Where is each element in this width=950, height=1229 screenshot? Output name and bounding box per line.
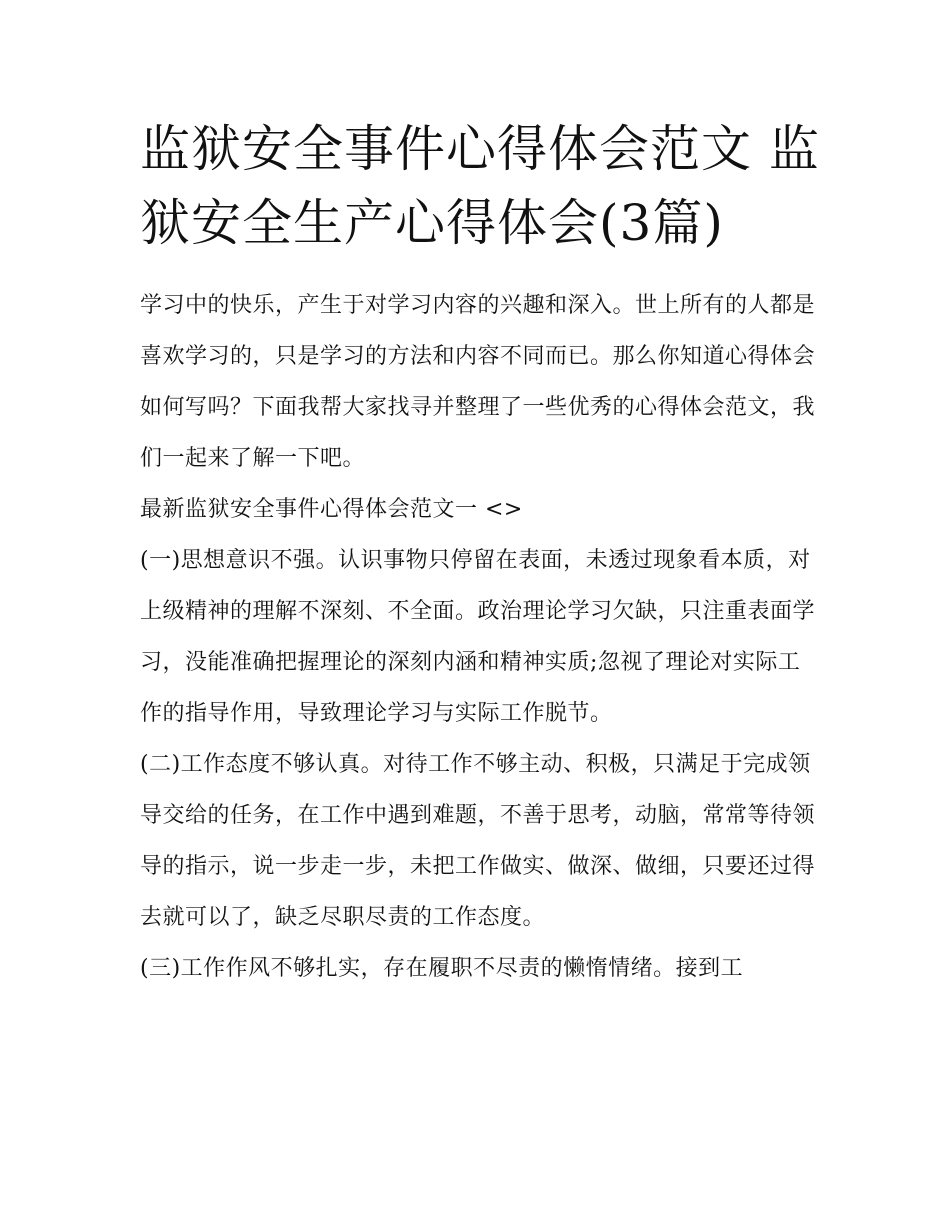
paragraph-1: (一)思想意识不强。认识事物只停留在表面，未透过现象看本质，对上级精神的理解不深刻、不全面。政治理论学习欠缺，只注重表面学习，没能准确把握理论的深刻内涵和精神实质;忽视了理论对实际工作的指导作用，导致理论学习与实际工作脱节。 (140, 548, 816, 726)
intro-paragraph: 学习中的快乐，产生于对学习内容的兴趣和深入。世上所有的人都是喜欢学习的，只是学习的方法和内容不同而已。那么你知道心得体会如何写吗？下面我帮大家找寻并整理了一些优秀的心得体会范文，我们一起来了解一下吧。 (140, 293, 816, 471)
document-title: 监狱安全事件心得体会范文 监狱安全生产心得体会(3篇) (140, 120, 820, 252)
paragraph-3: (三)工作作风不够扎实，存在履职不尽责的懒惰情绪。接到工 (140, 956, 744, 981)
paragraph-2: (二)工作态度不够认真。对待工作不够主动、积极，只满足于完成领导交给的任务，在工作中遇到难题，不善于思考，动脑，常常等待领导的指示，说一步走一步，未把工作做实、做深、做细，只要还过得去就可以了，缺乏尽职尽责的工作态度。 (140, 752, 816, 930)
document-body (140, 280, 820, 994)
section-heading: 最新监狱安全事件心得体会范文一 <> (140, 497, 523, 522)
